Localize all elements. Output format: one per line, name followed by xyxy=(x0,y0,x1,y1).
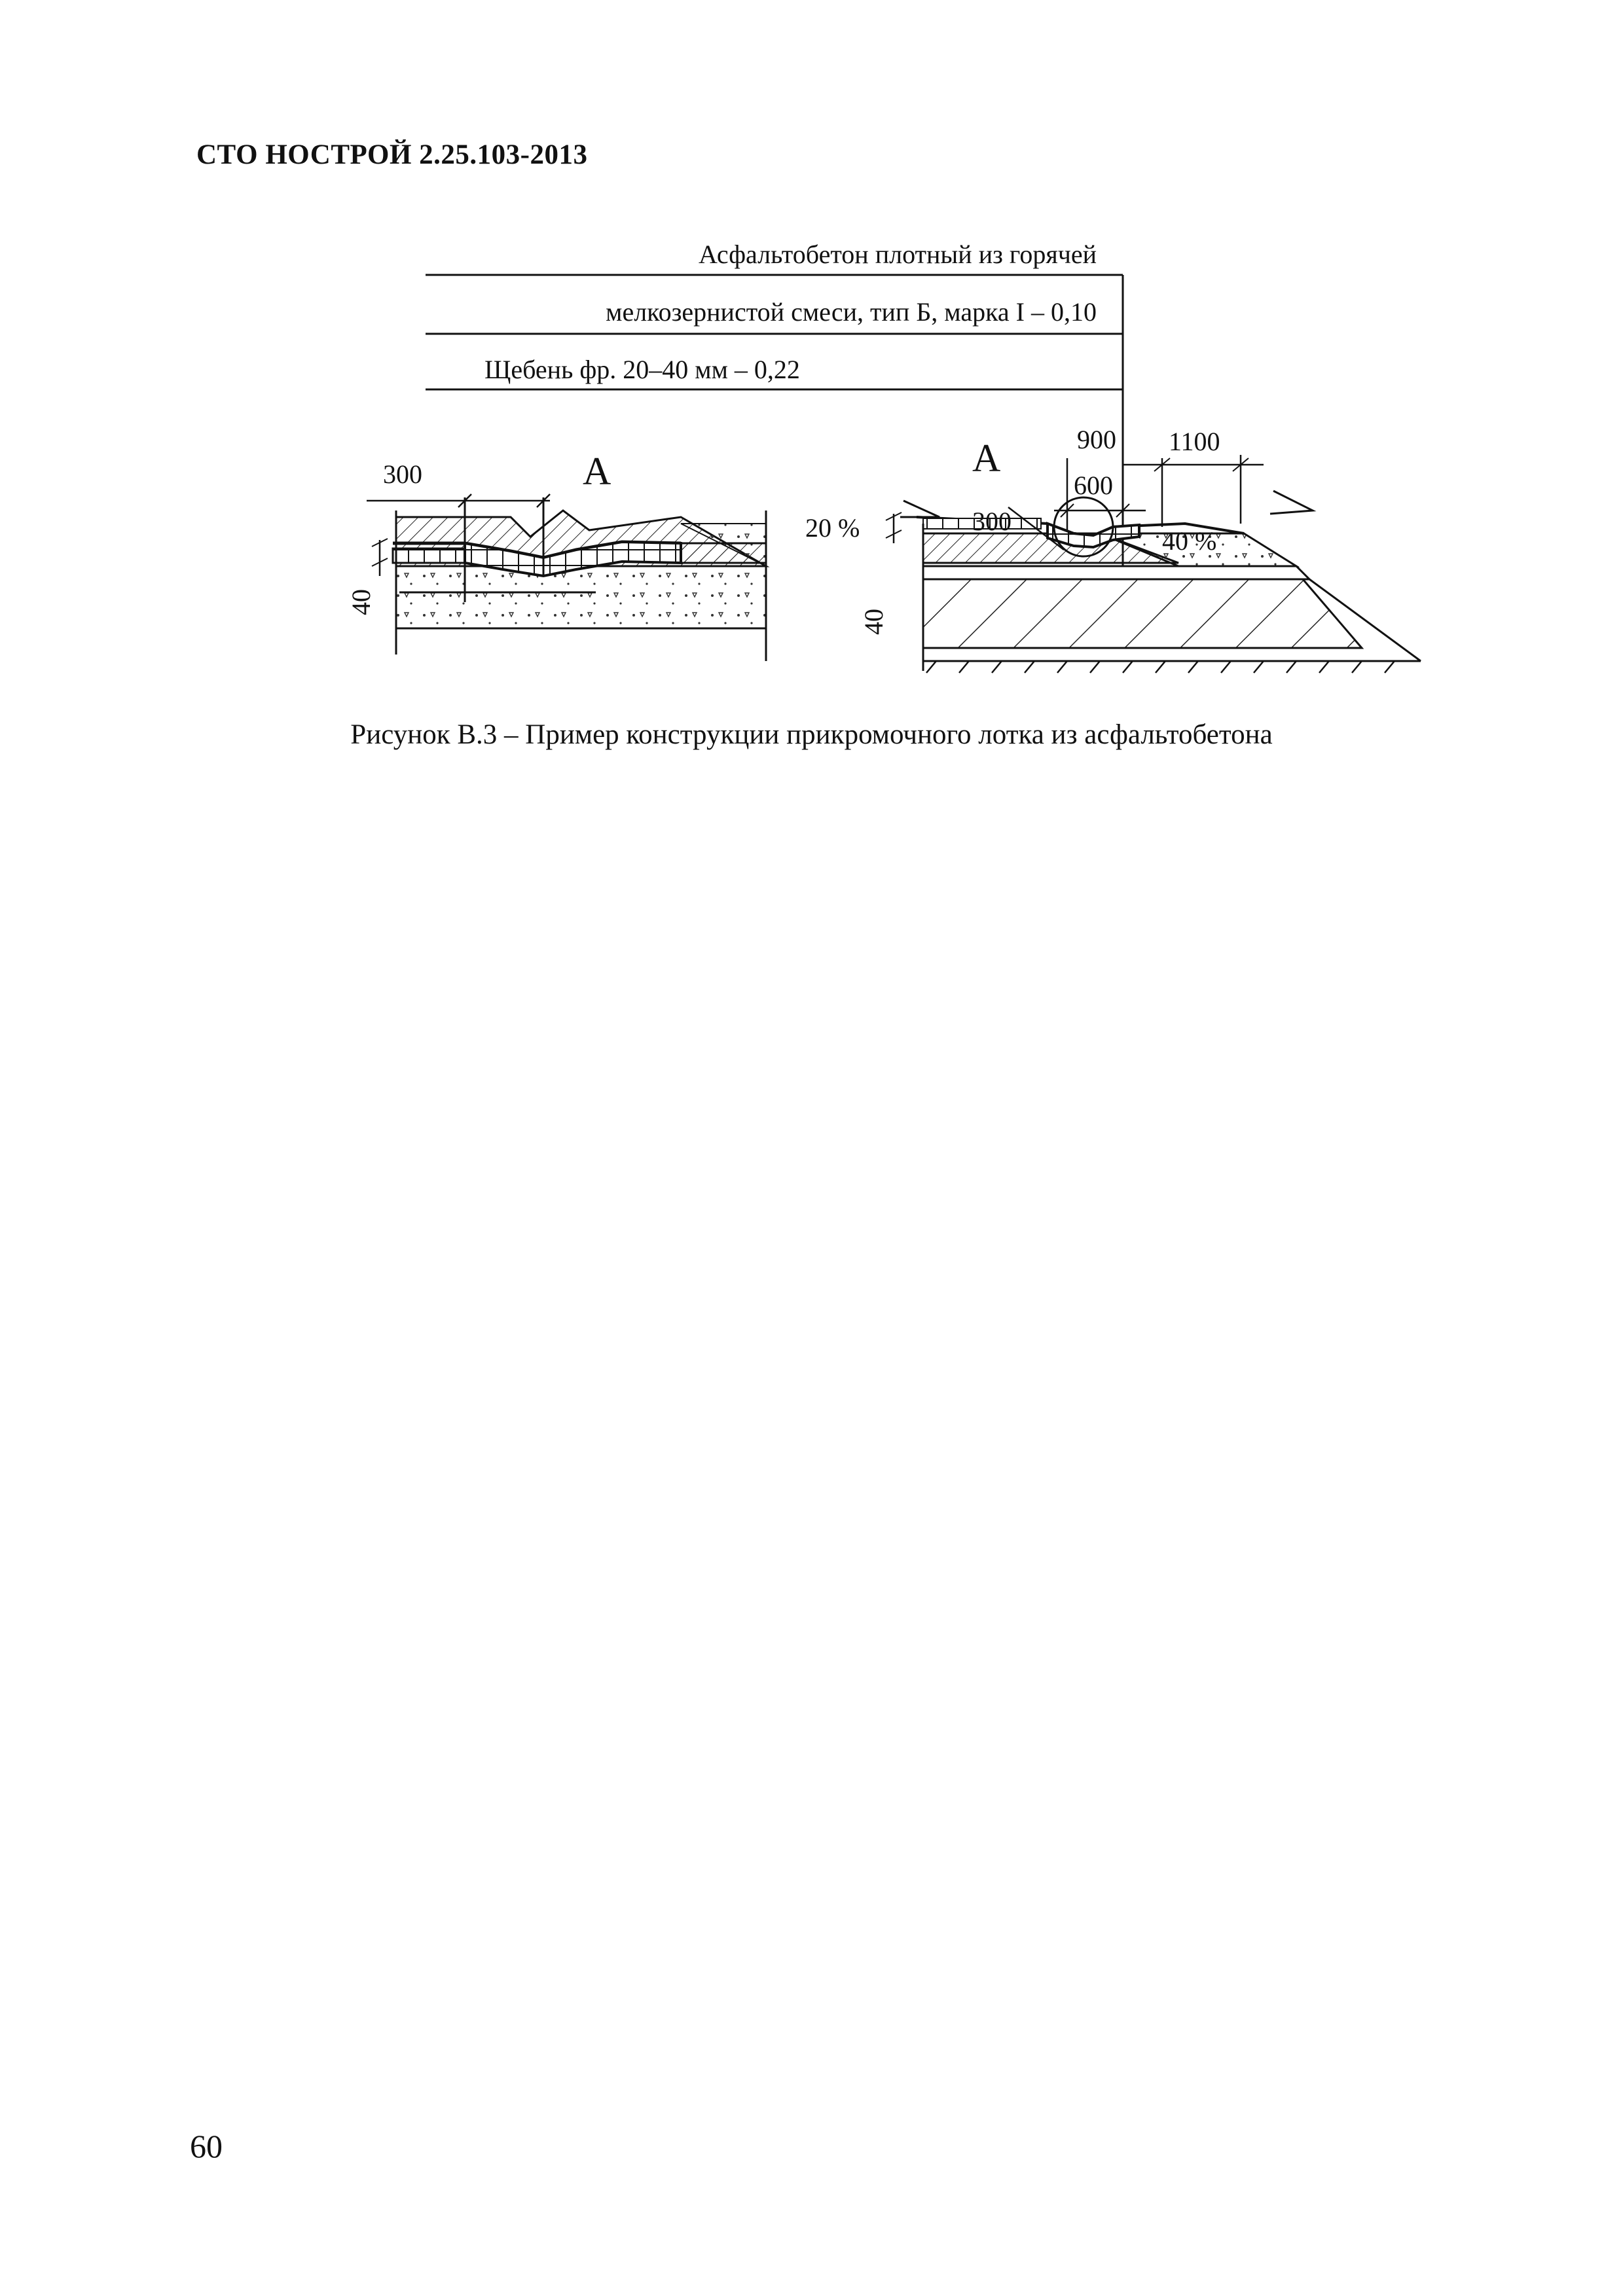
figure-caption: Рисунок В.3 – Пример конструкции прикромочного лотка из асфальтобетона xyxy=(350,719,1273,750)
dimension-300: 300 xyxy=(972,507,1012,536)
layer-label-crushed-stone: Щебень фр. 20–40 мм – 0,22 xyxy=(484,355,800,384)
figure-drawing xyxy=(314,236,1427,694)
left-callout-a: А xyxy=(583,450,611,493)
left-section-view xyxy=(346,450,766,661)
right-section-view xyxy=(805,425,1421,673)
dimension-1100: 1100 xyxy=(1169,427,1220,456)
slope-40-percent: 40 % xyxy=(1162,526,1217,556)
dimension-900: 900 xyxy=(1077,425,1116,454)
layer-label-asphalt-line1: Асфальтобетон плотный из горячей xyxy=(698,240,1097,269)
document-code-header: СТО НОСТРОЙ 2.25.103-2013 xyxy=(196,139,588,170)
dimension-600: 600 xyxy=(1074,471,1113,500)
left-dimension-300: 300 xyxy=(383,459,422,489)
figure-drainage-tray xyxy=(314,236,1427,694)
page-number: 60 xyxy=(190,2128,223,2164)
right-callout-a: А xyxy=(972,437,1001,480)
layer-label-asphalt-line2: мелкозернистой смеси, тип Б, марка I – 0,10 xyxy=(606,297,1097,327)
slope-20-percent: 20 % xyxy=(805,513,860,543)
left-dimension-40: 40 xyxy=(346,589,376,615)
right-dimension-40: 40 xyxy=(859,609,888,635)
